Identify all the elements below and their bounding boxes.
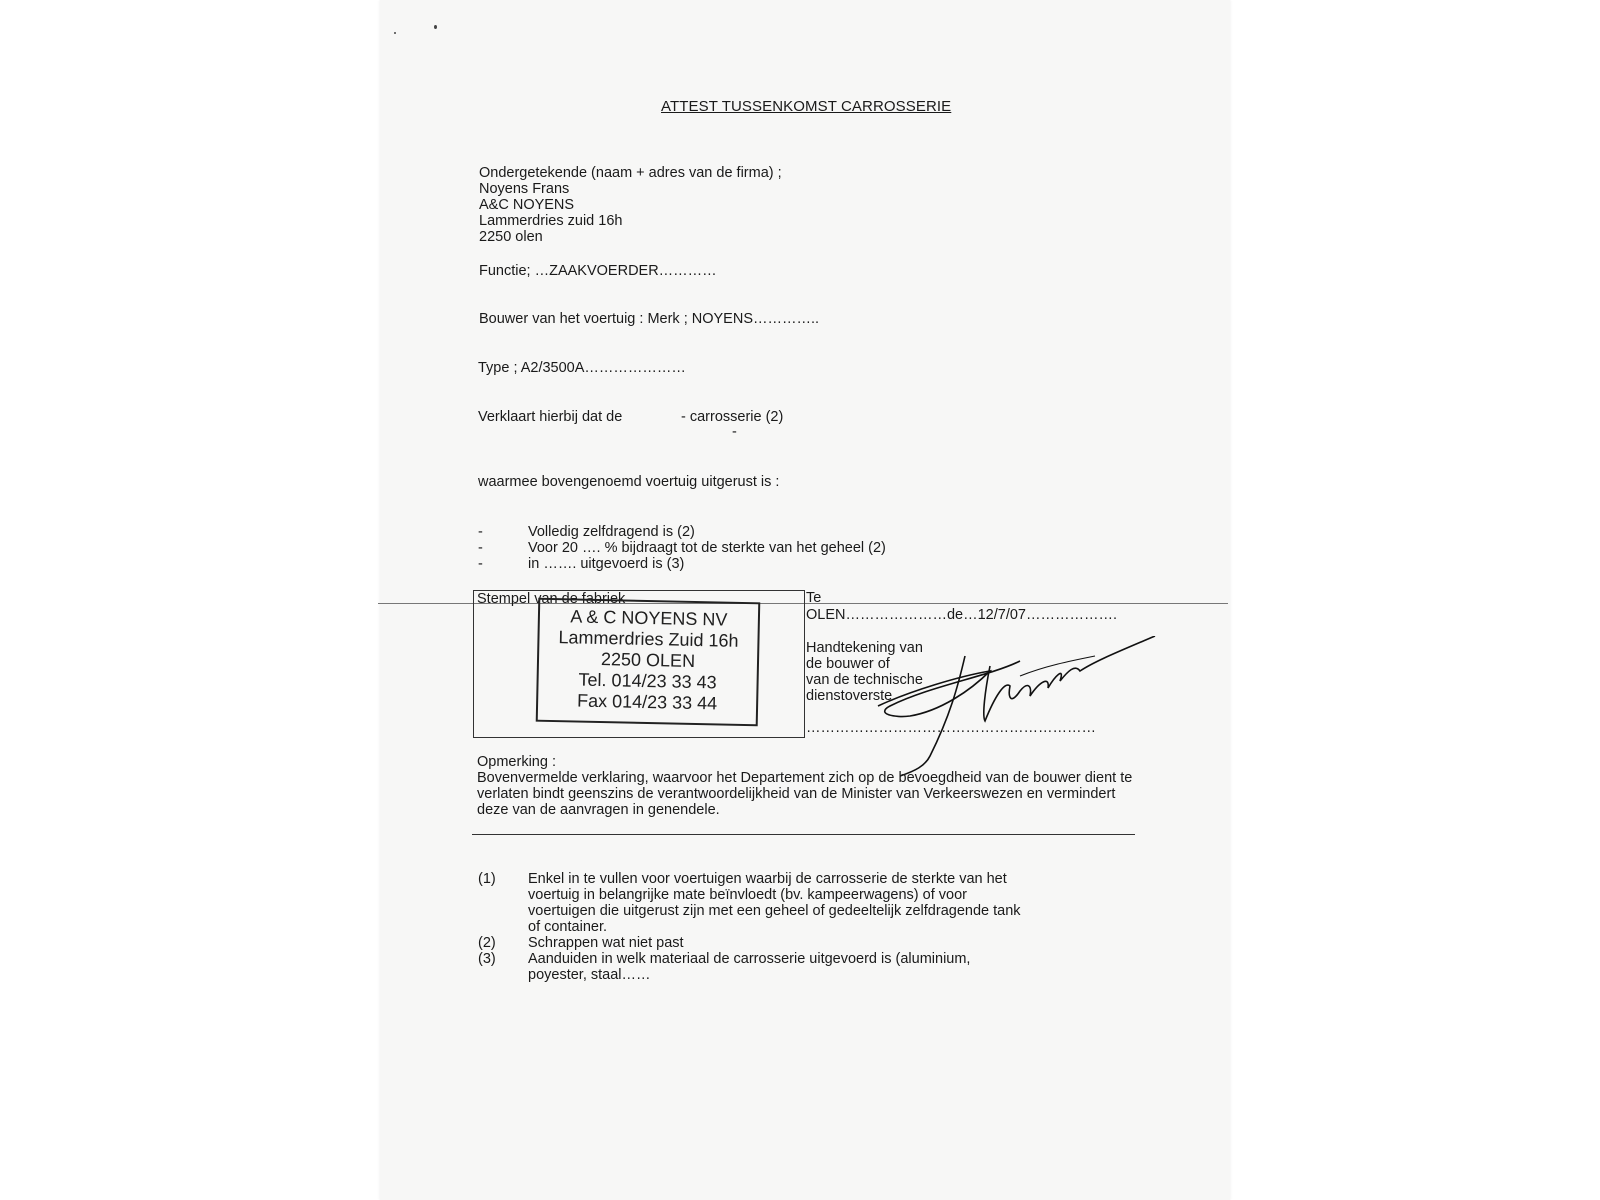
separator-line (472, 834, 1135, 835)
signature-label-line: de bouwer of (806, 656, 890, 672)
stamp-line: Fax 014/23 33 44 (576, 690, 718, 714)
stamp-line: Tel. 014/23 33 43 (578, 669, 717, 693)
footnote-number: (1) (478, 871, 496, 887)
footnote-number: (2) (478, 935, 496, 951)
undersigned-name: Noyens Frans (479, 181, 570, 197)
scan-speck (394, 32, 396, 34)
footnote-line: Aanduiden in welk materiaal de carrosserie uitgevoerd is (aluminium, (528, 951, 971, 967)
company-stamp (536, 598, 761, 727)
document-title: ATTEST TUSSENKOMST CARROSSERIE (661, 98, 952, 115)
signature-label-line: dienstoverste (806, 688, 893, 704)
option-text: Voor 20 …. % bijdraagt tot de sterkte van het geheel (2) (528, 540, 886, 556)
place-label: Te (806, 590, 822, 606)
option-dash: - (478, 556, 483, 572)
remark-line: verlaten bindt geenszins de verantwoordelijkheid van de Minister van Verkeerswezen en vermindert (477, 786, 1116, 802)
company-city: 2250 olen (479, 229, 543, 245)
option-text: Volledig zelfdragend is (2) (528, 524, 695, 540)
function-line: Functie; …ZAAKVOERDER………… (479, 263, 717, 279)
scan-speck (434, 25, 437, 29)
footnote-line: Enkel in te vullen voor voertuigen waarbij de carrosserie de sterkte van het (528, 871, 1007, 887)
footnote-line: Schrappen wat niet past (528, 935, 684, 951)
declares-option: - carrosserie (2) (681, 409, 784, 425)
builder-line: Bouwer van het voertuig : Merk ; NOYENS………….. (479, 311, 820, 327)
company-street: Lammerdries zuid 16h (479, 213, 623, 229)
signature-label-line: van de technische (806, 672, 923, 688)
footnote-line: voertuigen die uitgerust zijn met een geheel of gedeeltelijk zelfdragende tank (528, 903, 1021, 919)
stamp-line: 2250 OLEN (600, 649, 696, 671)
undersigned-label: Ondergetekende (naam + adres van de firma) ; (479, 165, 782, 181)
signature-dots: …………………………………………………… (806, 720, 1096, 736)
footnote-line: voertuig in belangrijke mate beïnvloedt (bv. kampeerwagens) of voor (528, 887, 967, 903)
signature-label-line: Handtekening van (806, 640, 923, 656)
footnote-number: (3) (478, 951, 496, 967)
stamp-line: Lammerdries Zuid 16h (558, 627, 739, 651)
declares-label: Verklaart hierbij dat de (478, 409, 623, 425)
handwritten-signature (870, 636, 1160, 786)
remark-line: deze van de aanvragen in genendele. (477, 802, 720, 818)
stamp-line: A & C NOYENS NV (570, 606, 728, 630)
remark-line: Bovenvermelde verklaring, waarvoor het Departement zich op de bevoegdheid van de bouwer dient te (477, 770, 1133, 786)
declares-option-2: - (732, 424, 737, 440)
footnote-line: of container. (528, 919, 607, 935)
option-text: in ……. uitgevoerd is (3) (528, 556, 685, 572)
option-dash: - (478, 540, 483, 556)
company-name: A&C NOYENS (479, 197, 575, 213)
stamp-label: Stempel van de fabriek (477, 591, 626, 607)
type-line: Type ; A2/3500A………………… (478, 360, 686, 376)
place-date-line: OLEN…………………de…12/7/07………………. (806, 607, 1118, 623)
option-dash: - (478, 524, 483, 540)
footnote-line: poyester, staal…… (528, 967, 651, 983)
remark-label: Opmerking : (477, 754, 556, 770)
equipped-line: waarmee bovengenoemd voertuig uitgerust is : (478, 474, 780, 490)
